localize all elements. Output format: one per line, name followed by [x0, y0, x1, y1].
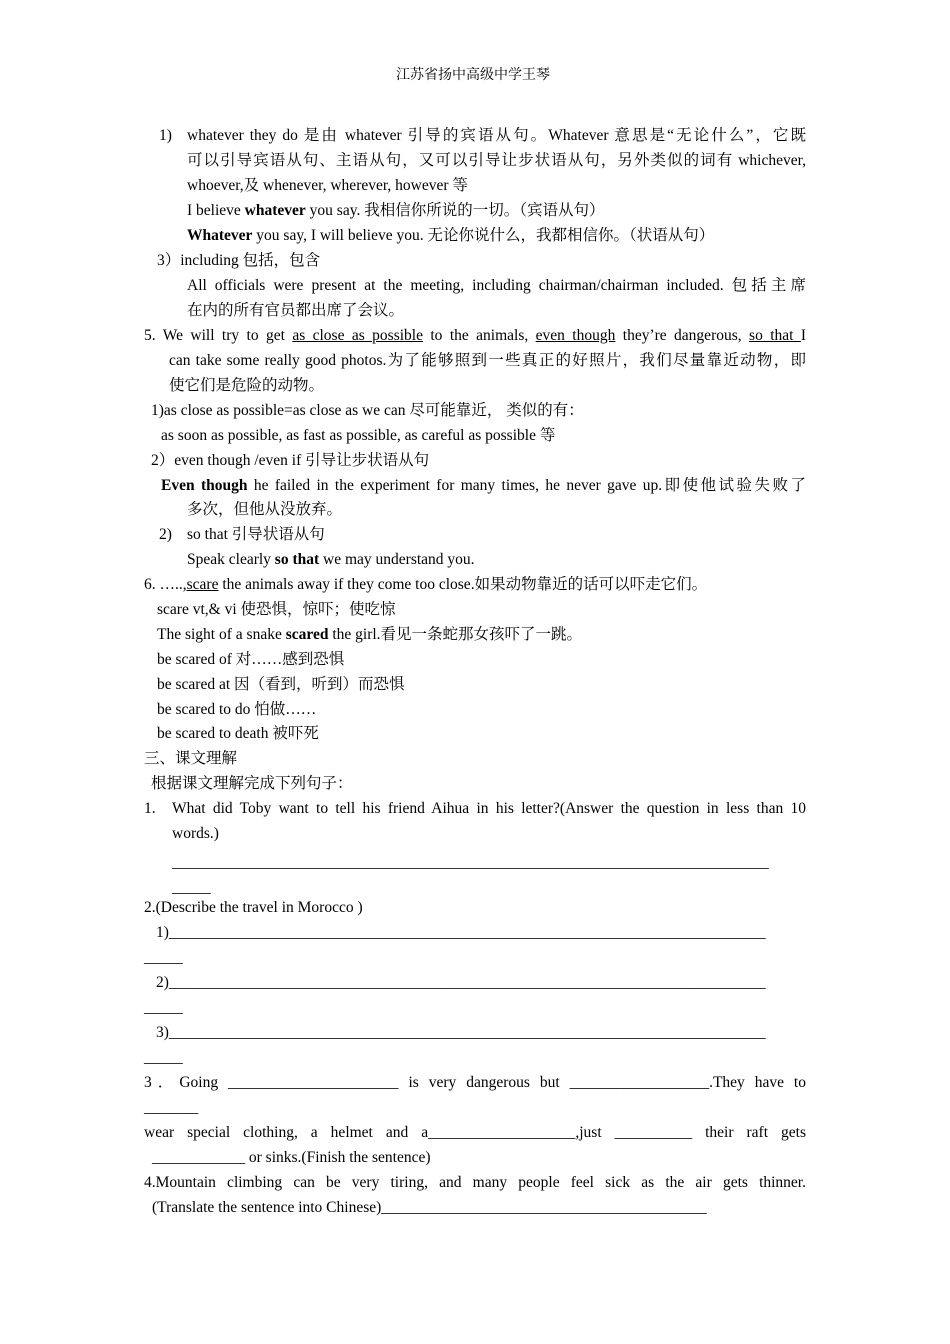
text-line: can take some really good photos.为了能够照到一些真正的好照片，我们尽量靠近动物，即	[169, 352, 806, 369]
list-number: 2)	[159, 526, 172, 543]
answer-line: _____	[144, 949, 183, 966]
example-sentence: Speak clearly so that we may understand you.	[187, 551, 475, 568]
text-line: be scared of 对……感到恐惧	[157, 651, 345, 668]
question: 4.Mountain climbing can be very tiring, and many people feel sick as the air gets thinner.	[144, 1174, 806, 1191]
question: (Translate the sentence into Chinese)__________________________________________	[152, 1199, 707, 1216]
answer-line: _____	[144, 1049, 183, 1066]
subheading: 2）even though /even if 引导让步状语从句	[151, 452, 430, 469]
example-sentence: The sight of a snake scared the girl.看见一条蛇那女孩吓了一跳。	[157, 626, 583, 643]
answer-line: 2)_____________________________________________________________________________	[156, 974, 766, 991]
question: 2.(Describe the travel in Morocco )	[144, 899, 363, 916]
subheading: 1)as close as possible=as close as we can 尽可能靠近， 类似的有：	[151, 402, 584, 419]
text-line: 多次，但他从没放弃。	[187, 501, 343, 518]
list-number: 1)	[159, 127, 172, 144]
instruction: 根据课文理解完成下列句子：	[151, 775, 353, 792]
example-sentence: All officials were present at the meeting, including chairman/chairman included. 包括主席	[187, 277, 806, 294]
example-sentence: Even though he failed in the experiment for many times, he never gave up.即使他试验失败了	[161, 477, 806, 494]
text-line: 使它们是危险的动物。	[169, 377, 325, 394]
text-line: be scared to death 被吓死	[157, 725, 319, 742]
text-line: whoever,及 whenever, wherever, however 等	[187, 177, 468, 194]
answer-line: _____________________________________________________________________________	[172, 854, 769, 871]
answer-line: 1)_____________________________________________________________________________	[156, 924, 766, 941]
answer-line: _____	[172, 879, 211, 896]
page-header: 江苏省扬中高级中学王琴	[396, 68, 550, 83]
example-sentence: Whatever you say, I will believe you. 无论你说什么，我都相信你。（状语从句）	[187, 227, 715, 244]
text-line: scare vt,& vi 使恐惧，惊吓；使吃惊	[157, 601, 396, 618]
text-line: be scared to do 怕做……	[157, 701, 317, 718]
numbered-sentence: 6. …..,scare the animals away if they come too close.如果动物靠近的话可以吓走它们。	[144, 576, 708, 593]
answer-line: _______	[144, 1099, 199, 1116]
list-number: 1.	[144, 800, 156, 817]
numbered-sentence: 5. We will try to get as close as possible to the animals, even though they’re dangerous, so that I	[144, 327, 807, 344]
text-line: as soon as possible, as fast as possible, as careful as possible 等	[161, 427, 556, 444]
example-sentence: I believe whatever you say. 我相信你所说的一切。（宾语从句）	[187, 202, 605, 219]
text-line: 在内的所有官员都出席了会议。	[187, 302, 405, 319]
text-line: be scared at 因（看到，听到）而恐惧	[157, 676, 405, 693]
question: wear special clothing, a helmet and a___________________,just __________ their raft gets	[144, 1124, 806, 1141]
text-line: 可以引导宾语从句、主语从句，又可以引导让步状语从句，另外类似的词有 whichever,	[187, 152, 806, 169]
question: What did Toby want to tell his friend Aihua in his letter?(Answer the question in less than 10	[172, 800, 806, 817]
subheading: 3）including 包括，包含	[157, 252, 321, 269]
subheading: so that 引导状语从句	[187, 526, 325, 543]
answer-line: _____	[144, 999, 183, 1016]
section-heading: 三、课文理解	[144, 750, 238, 767]
text-line: whatever they do 是由 whatever 引导的宾语从句。Whatever 意思是“无论什么”，它既	[187, 127, 806, 144]
question: ____________ or sinks.(Finish the sentence)	[152, 1149, 431, 1166]
text-line: words.)	[172, 825, 219, 842]
answer-line: 3)_____________________________________________________________________________	[156, 1024, 766, 1041]
question: 3．Going ______________________ is very dangerous but __________________.They have to	[144, 1074, 806, 1091]
